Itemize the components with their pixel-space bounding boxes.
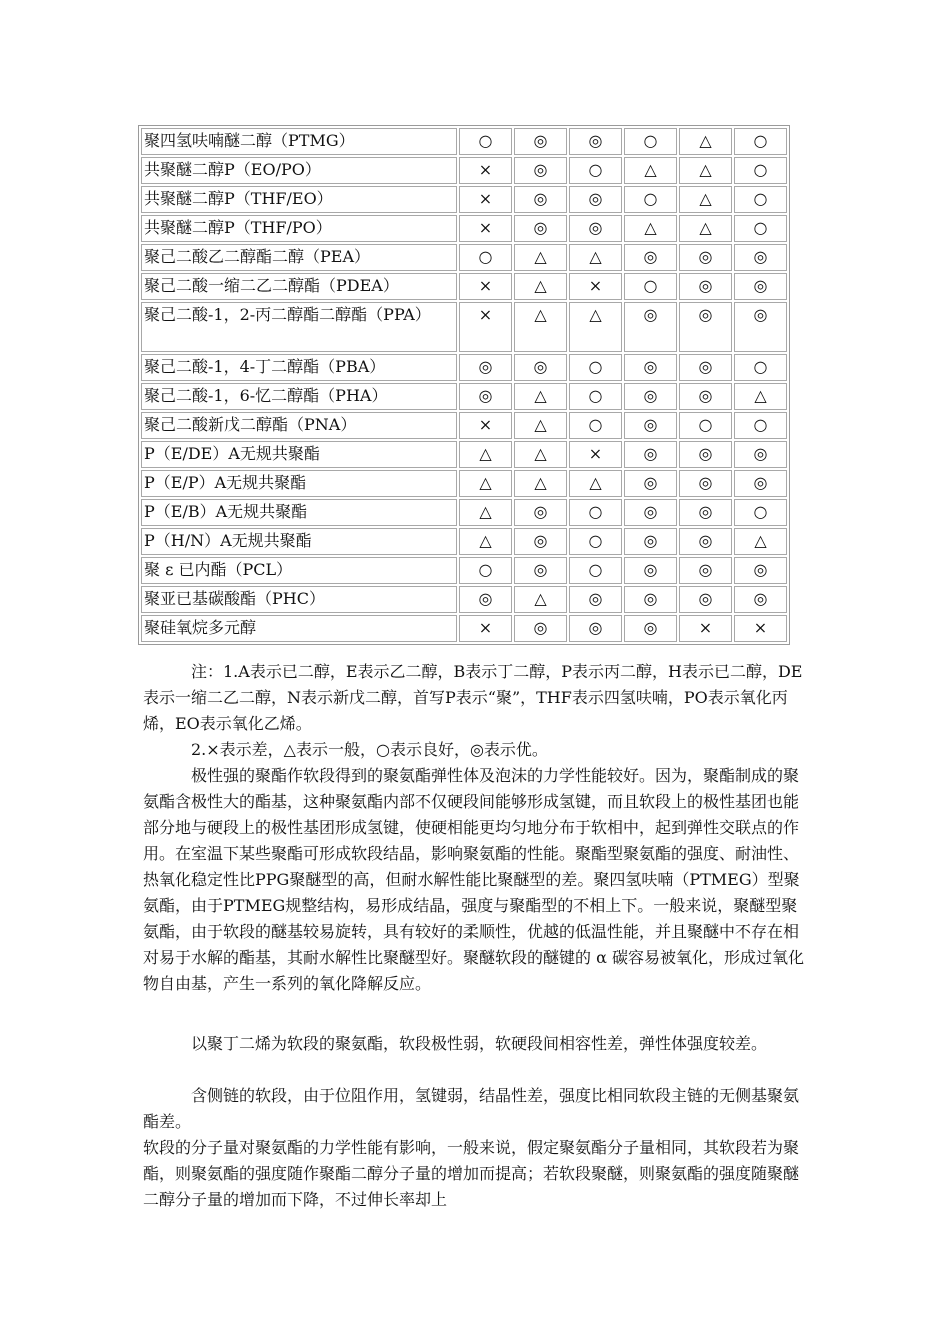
rating-mark-cell: ◎ — [734, 441, 787, 468]
rating-mark-cell: ◎ — [459, 383, 512, 410]
note-2: 2.×表示差，△表示一般，○表示良好，◎表示优。 — [191, 740, 548, 759]
rating-mark-cell: △ — [569, 244, 622, 271]
rating-mark-cell: △ — [514, 586, 567, 613]
rating-mark-cell: ○ — [734, 128, 787, 155]
rating-mark-cell: ◎ — [679, 302, 732, 352]
table-row — [141, 615, 787, 642]
paragraph-1: 极性强的聚酯作软段得到的聚氨酯弹性体及泡沫的力学性能较好。因为，聚酯制成的聚氨酯含极性大的酯基，这种聚氨酯内部不仅硬段间能够形成氢键，而且软段上的极性基团也能部分地与硬段上的极性基团形成氢键，使硬相能更均匀地分布于软相中，起到弹性交联点的作用。在室温下某些聚酯可形成软段结晶，影响聚氨酯的性能。聚酯型聚氨酯的强度、耐油性、热氧化稳定性比PPG聚醚型的高，但耐水解性能比聚醚型的差。聚四氢呋喃（PTMEG）型聚氨酯，由于PTMEG规整结构，易形成结晶，强度与聚酯型的不相上下。一般来说，聚醚型聚氨酯，由于软段的醚基较易旋转，具有较好的柔顺性，优越的低温性能，并且聚醚中不存在相对易于水解的酯基，其耐水解性比聚醚型好。聚醚软段的醚键的 α 碳容易被氧化，形成过氧化物自由基，产生一系列的氧化降解反应。 — [143, 766, 804, 993]
material-name-cell: P（E/B）A无规共聚酯 — [141, 499, 457, 526]
rating-mark-cell: ○ — [624, 273, 677, 300]
rating-mark-cell: ◎ — [734, 302, 787, 352]
rating-mark-cell: △ — [734, 528, 787, 555]
rating-mark-cell: ◎ — [569, 215, 622, 242]
rating-mark-cell: ○ — [569, 557, 622, 584]
rating-mark-cell: ○ — [734, 215, 787, 242]
rating-mark-cell: ◎ — [624, 470, 677, 497]
material-name-cell: 聚硅氧烷多元醇 — [141, 615, 457, 642]
rating-mark-cell: ◎ — [514, 215, 567, 242]
rating-mark-cell: ◎ — [734, 586, 787, 613]
rating-mark-cell: ◎ — [624, 383, 677, 410]
material-name-cell: 共聚醚二醇P（THF/EO） — [141, 186, 457, 213]
rating-mark-cell: △ — [514, 244, 567, 271]
rating-mark-cell: △ — [514, 412, 567, 439]
material-name-cell: P（E/DE）A无规共聚酯 — [141, 441, 457, 468]
rating-mark-cell: × — [459, 302, 512, 352]
rating-mark-cell: ◎ — [514, 354, 567, 381]
table-row — [141, 499, 787, 526]
rating-mark-cell: △ — [514, 441, 567, 468]
material-name-cell: P（E/P）A无规共聚酯 — [141, 470, 457, 497]
rating-mark-cell: △ — [679, 186, 732, 213]
material-name-cell: 聚亚已基碳酸酯（PHC） — [141, 586, 457, 613]
rating-mark-cell: ◎ — [569, 615, 622, 642]
rating-mark-cell: △ — [734, 383, 787, 410]
rating-mark-cell: ◎ — [679, 441, 732, 468]
rating-mark-cell: ◎ — [624, 244, 677, 271]
material-name-cell: 聚己二酸乙二醇酯二醇（PEA） — [141, 244, 457, 271]
rating-mark-cell: ◎ — [679, 470, 732, 497]
rating-mark-cell: ◎ — [679, 273, 732, 300]
rating-mark-cell: ○ — [569, 412, 622, 439]
rating-mark-cell: × — [569, 441, 622, 468]
table-row — [141, 586, 787, 613]
material-name-cell: 聚己二酸新戊二醇酯（PNA） — [141, 412, 457, 439]
rating-mark-cell: ◎ — [459, 354, 512, 381]
rating-mark-cell: ○ — [734, 157, 787, 184]
rating-mark-cell: ◎ — [459, 586, 512, 613]
rating-mark-cell: ○ — [569, 354, 622, 381]
rating-mark-cell: ○ — [624, 186, 677, 213]
rating-mark-cell: ◎ — [569, 586, 622, 613]
rating-mark-cell: △ — [514, 302, 567, 352]
rating-mark-cell: △ — [514, 383, 567, 410]
rating-mark-cell: ◎ — [569, 186, 622, 213]
table-row — [141, 186, 787, 213]
rating-mark-cell: ○ — [734, 354, 787, 381]
table-row — [141, 157, 787, 184]
material-name-cell: 聚己二酸-1，4-丁二醇酯（PBA） — [141, 354, 457, 381]
material-name-cell: 聚己二酸-1，2-丙二醇酯二醇酯（PPA） — [141, 302, 457, 352]
rating-mark-cell: ◎ — [514, 528, 567, 555]
rating-mark-cell: ◎ — [514, 157, 567, 184]
rating-mark-cell: △ — [569, 470, 622, 497]
table-row — [141, 215, 787, 242]
rating-mark-cell: × — [459, 412, 512, 439]
rating-mark-cell: × — [679, 615, 732, 642]
rating-mark-cell: ◎ — [624, 499, 677, 526]
table-row — [141, 354, 787, 381]
rating-mark-cell: × — [569, 273, 622, 300]
rating-mark-cell: ◎ — [679, 557, 732, 584]
rating-mark-cell: × — [459, 215, 512, 242]
material-name-cell: P（H/N）A无规共聚酯 — [141, 528, 457, 555]
rating-mark-cell: △ — [459, 441, 512, 468]
rating-mark-cell: ◎ — [734, 244, 787, 271]
rating-mark-cell: △ — [679, 157, 732, 184]
rating-mark-cell: △ — [679, 128, 732, 155]
rating-mark-cell: ◎ — [734, 470, 787, 497]
material-name-cell: 聚四氢呋喃醚二醇（PTMG） — [141, 128, 457, 155]
rating-mark-cell: ○ — [459, 557, 512, 584]
table-row — [141, 128, 787, 155]
rating-mark-cell: ◎ — [624, 412, 677, 439]
rating-mark-cell: △ — [459, 470, 512, 497]
rating-mark-cell: △ — [624, 157, 677, 184]
rating-mark-cell: ◎ — [624, 528, 677, 555]
rating-mark-cell: ◎ — [569, 128, 622, 155]
rating-mark-cell: ◎ — [624, 302, 677, 352]
table-row — [141, 302, 787, 352]
material-name-cell: 共聚醚二醇P（THF/PO） — [141, 215, 457, 242]
material-name-cell: 聚 ε 已内酯（PCL） — [141, 557, 457, 584]
rating-mark-cell: ◎ — [624, 586, 677, 613]
rating-mark-cell: ○ — [569, 157, 622, 184]
rating-mark-cell: ◎ — [514, 499, 567, 526]
table-row — [141, 557, 787, 584]
rating-mark-cell: △ — [514, 273, 567, 300]
rating-mark-cell: ◎ — [624, 441, 677, 468]
table-row — [141, 441, 787, 468]
rating-mark-cell: ◎ — [734, 273, 787, 300]
paragraph-2: 以聚丁二烯为软段的聚氨酯，软段极性弱，软硬段间相容性差，弹性体强度较差。 — [191, 1034, 768, 1053]
paragraph-3: 含侧链的软段，由于位阻作用，氢键弱，结晶性差，强度比相同软段主链的无侧基聚氨酯差。 — [143, 1086, 800, 1131]
material-name-cell: 聚己二酸一缩二乙二醇酯（PDEA） — [141, 273, 457, 300]
rating-mark-cell: ○ — [459, 128, 512, 155]
rating-mark-cell: ◎ — [624, 557, 677, 584]
rating-mark-cell: ◎ — [624, 354, 677, 381]
rating-mark-cell: × — [459, 157, 512, 184]
rating-mark-cell: ◎ — [514, 128, 567, 155]
table-row — [141, 412, 787, 439]
polyol-property-table — [138, 125, 790, 645]
rating-mark-cell: × — [459, 186, 512, 213]
table-row — [141, 273, 787, 300]
rating-mark-cell: ○ — [734, 499, 787, 526]
rating-mark-cell: ○ — [569, 528, 622, 555]
rating-mark-cell: ◎ — [679, 499, 732, 526]
rating-mark-cell: ◎ — [514, 186, 567, 213]
note-1: 注：1.A表示已二醇，E表示乙二醇，B表示丁二醇，P表示丙二醇，H表示已二醇，DE表示一缩二乙二醇，N表示新戊二醇，首写P表示“聚”，THF表示四氢呋喃，PO表示氧化丙烯，EO表示氧化乙烯。 — [143, 662, 803, 733]
table-body — [141, 128, 787, 642]
rating-mark-cell: △ — [679, 215, 732, 242]
rating-mark-cell: ○ — [624, 128, 677, 155]
rating-mark-cell: △ — [459, 528, 512, 555]
rating-mark-cell: ◎ — [514, 557, 567, 584]
table-row — [141, 244, 787, 271]
rating-mark-cell: ○ — [459, 244, 512, 271]
table-row — [141, 528, 787, 555]
material-name-cell: 聚己二酸-1，6-忆二醇酯（PHA） — [141, 383, 457, 410]
rating-mark-cell: × — [734, 615, 787, 642]
rating-mark-cell: △ — [624, 215, 677, 242]
paragraph-4: 软段的分子量对聚氨酯的力学性能有影响，一般来说，假定聚氨酯分子量相同，其软段若为聚酯，则聚氨酯的强度随作聚酯二醇分子量的增加而提高；若软段聚醚，则聚氨酯的强度随聚醚二醇分子量的增加而下降，不过伸长率却上 — [143, 1138, 800, 1209]
rating-mark-cell: ◎ — [734, 557, 787, 584]
table-row — [141, 383, 787, 410]
rating-mark-cell: △ — [569, 302, 622, 352]
rating-mark-cell: ◎ — [514, 615, 567, 642]
rating-mark-cell: ○ — [569, 383, 622, 410]
rating-mark-cell: ◎ — [679, 354, 732, 381]
material-name-cell: 共聚醚二醇P（EO/PO） — [141, 157, 457, 184]
rating-mark-cell: ○ — [569, 499, 622, 526]
rating-mark-cell: ◎ — [679, 528, 732, 555]
rating-mark-cell: ◎ — [679, 586, 732, 613]
rating-mark-cell: △ — [459, 499, 512, 526]
rating-mark-cell: ○ — [734, 186, 787, 213]
rating-mark-cell: ◎ — [679, 244, 732, 271]
rating-mark-cell: ○ — [679, 412, 732, 439]
rating-mark-cell: ◎ — [679, 383, 732, 410]
rating-mark-cell: ○ — [734, 412, 787, 439]
rating-mark-cell: × — [459, 273, 512, 300]
rating-mark-cell: ◎ — [624, 615, 677, 642]
rating-mark-cell: × — [459, 615, 512, 642]
rating-mark-cell: △ — [514, 470, 567, 497]
table-row — [141, 470, 787, 497]
